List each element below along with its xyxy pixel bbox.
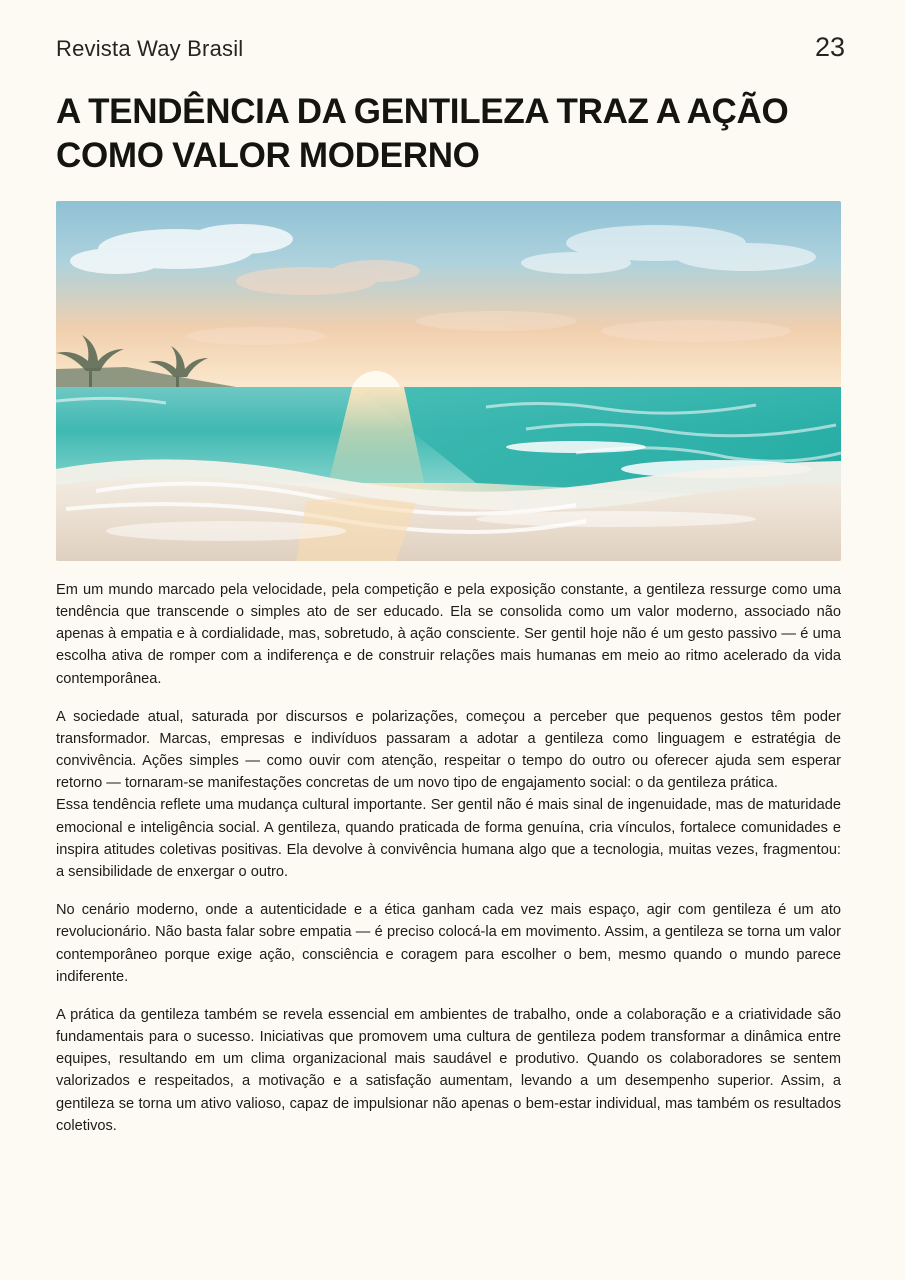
page-number: 23 [814, 32, 845, 62]
paragraph: A sociedade atual, saturada por discursos e polarizações, começou a perceber que pequenos gestos têm poder transformador. Marcas, empresas e indivíduos passaram a adotar a gentileza como linguagem e estratégia de convivência. Ações simples — como ouvir com atenção, respeitar o tempo do outro ou oferecer ajuda sem esperar retorno — tornaram-se manifestações concretas de um novo tipo de engajamento social: o da gentileza prática. [56, 708, 841, 792]
paragraph: No cenário moderno, onde a autenticidade e a ética ganham cada vez mais espaço, agir com gentileza é um ato revolucionário. Não basta falar sobre empatia — é preciso colocá-la em movimento. Assim, a gentileza se torna um valor contemporâneo porque exige ação, consciência e coragem para escolher o bem, mesmo quando o mundo parece indiferente. [56, 902, 841, 985]
article-body [56, 579, 841, 1137]
paragraph: Essa tendência reflete uma mudança cultural importante. Ser gentil não é mais sinal de ingenuidade, mas de maturidade emocional e inteligência social. A gentileza, quando praticada de forma genuína, cria vínculos, fortalece comunidades e inspira atitudes coletivas positivas. Ela devolve à convivência humana algo que a tecnologia, muitas vezes, fragmentou: a sensibilidade de enxergar o outro. [56, 797, 841, 880]
beach-sunset-illustration [56, 201, 841, 561]
masthead [56, 32, 849, 78]
publication-title: Revista Way Brasil [56, 36, 244, 61]
hero-image [56, 201, 841, 561]
paragraph: Em um mundo marcado pela velocidade, pela competição e pela exposição constante, a gentileza ressurge como uma tendência que transcende o simples ato de ser educado. Ela se consolida como um valor moderno, associado não apenas à empatia e à cordialidade, mas, sobretudo, à ação consciente. Ser gentil hoje não é um gesto passivo — é uma escolha ativa de romper com a indiferença e de construir relações mais humanas em meio ao ritmo acelerado da vida contemporânea. [56, 581, 841, 687]
paragraph: A prática da gentileza também se revela essencial em ambientes de trabalho, onde a colaboração e a criatividade são fundamentais para o sucesso. Iniciativas que promovem uma cultura de gentileza podem transformar a dinâmica entre equipes, resultando em um clima organizacional mais saudável e produtivo. Quando os colaboradores se sentem valorizados e respeitados, a motivação e a satisfação aumentam, levando a um desempenho superior. Assim, a gentileza se torna um ativo valioso, capaz de impulsionar não apenas o bem-estar individual, mas também os resultados coletivos. [56, 1006, 841, 1134]
page-title: A TENDÊNCIA DA GENTILEZA TRAZ A AÇÃO COMO VALOR MODERNO [56, 92, 789, 175]
